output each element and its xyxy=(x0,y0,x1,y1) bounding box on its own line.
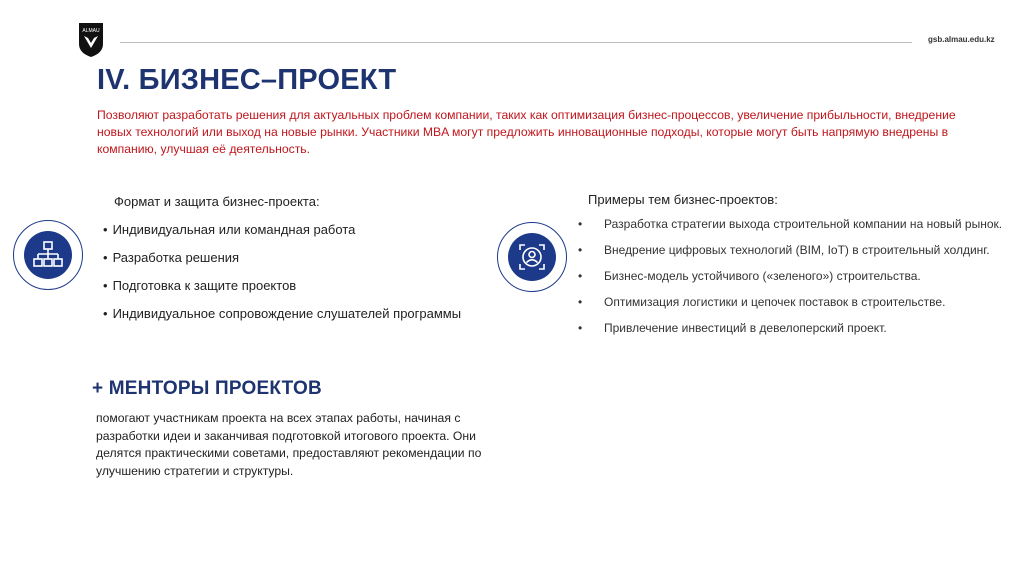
list-item: • Внедрение цифровых технологий (BIM, IoT) в строительный холдинг. xyxy=(578,242,1008,259)
list-item: • Индивидуальная или командная работа xyxy=(103,220,461,248)
header-divider xyxy=(120,42,912,43)
user-focus-icon-badge xyxy=(497,222,567,292)
list-item: • Подготовка к защите проектов xyxy=(103,276,461,304)
list-item: • Привлечение инвестиций в девелоперский проект. xyxy=(578,320,1008,337)
list-item: • Индивидуальное сопровождение слушателей программы xyxy=(103,304,461,332)
list-item: • Оптимизация логистики и цепочек поставок в строительстве. xyxy=(578,294,1008,311)
list-item: • Разработка решения xyxy=(103,248,461,276)
examples-title: Примеры тем бизнес-проектов: xyxy=(588,192,778,207)
format-list xyxy=(103,220,461,332)
format-title: Формат и защита бизнес-проекта: xyxy=(114,194,320,209)
page-title: IV. БИЗНЕС–ПРОЕКТ xyxy=(97,64,397,96)
hierarchy-icon xyxy=(24,231,72,279)
hierarchy-icon-badge xyxy=(13,220,83,290)
site-url: gsb.almau.edu.kz xyxy=(928,35,995,44)
shield-logo-icon xyxy=(78,22,104,58)
mentors-text: помогают участникам проекта на всех этапах работы, начиная с разработки идеи и заканчивая подготовкой итогового проекта. Они делятся практическими советами, предоставляют рекомендации по улучшению стратегии и структуры. xyxy=(96,411,482,478)
logo-text: ALMAU xyxy=(82,28,100,34)
mentors-title: + МЕНТОРЫ ПРОЕКТОВ xyxy=(92,378,322,399)
user-focus-icon xyxy=(508,233,556,281)
intro-text: Позволяют разработать решения для актуальных проблем компании, таких как оптимизация бизнес-процессов, увеличение прибыльности, внедрение новых технологий или выход на новые рынки. Участники MBA могут предложить инновационные подходы, которые могут быть напрямую внедрены в компанию, улучшая её деятельность. xyxy=(97,108,956,156)
list-item: • Бизнес-модель устойчивого («зеленого») строительства. xyxy=(578,268,1008,285)
examples-list xyxy=(578,216,1008,346)
list-item: • Разработка стратегии выхода строительной компании на новый рынок. xyxy=(578,216,1008,233)
